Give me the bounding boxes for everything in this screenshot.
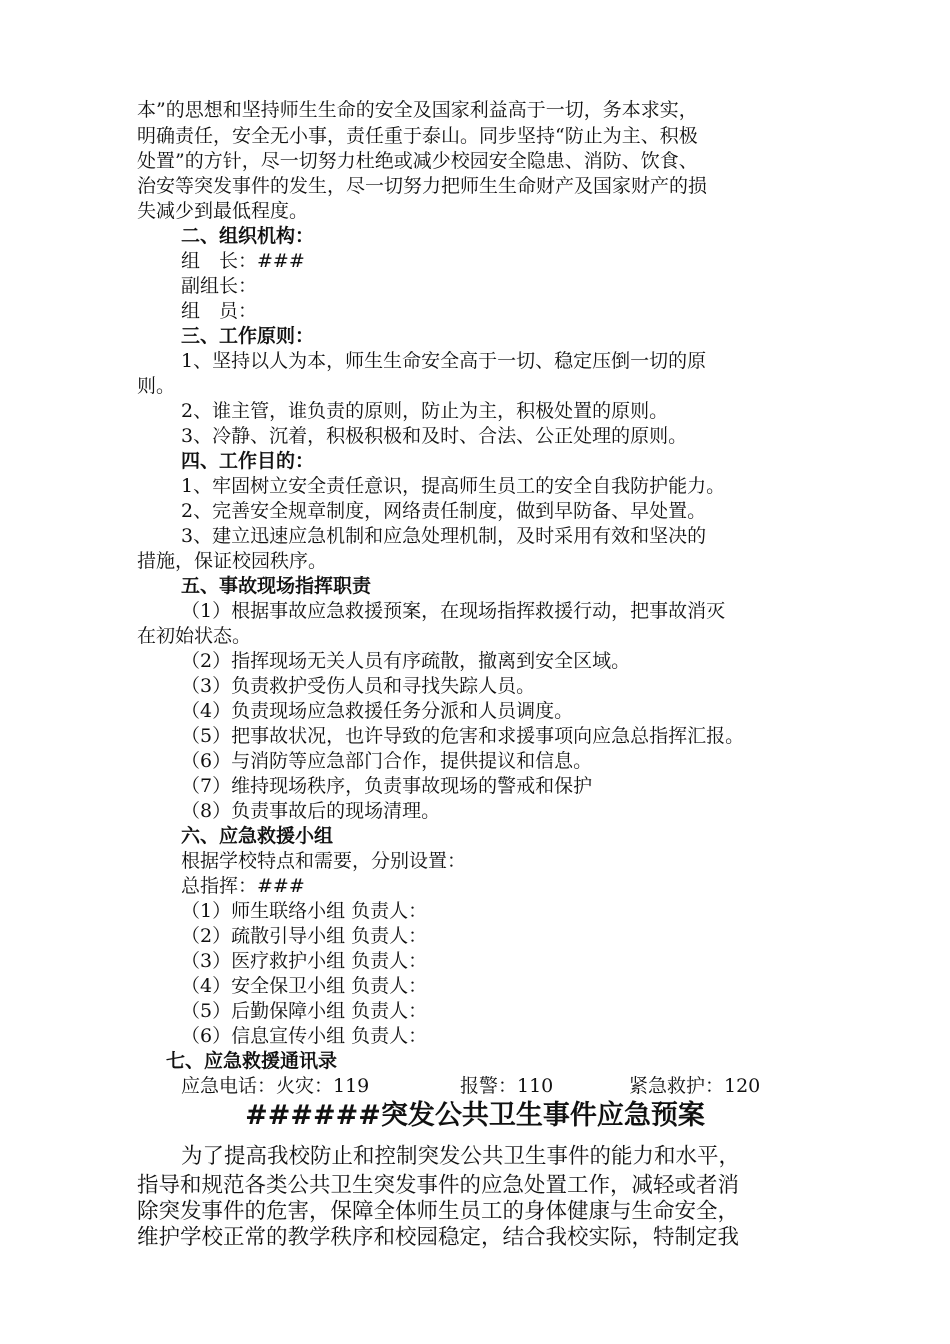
duty-6: （6）与消防等应急部门合作，提供提议和信息。 [181, 750, 593, 772]
health-line-3: 除突发事件的危害，保障全体师生员工的身体健康与生命安全， [137, 1199, 740, 1224]
groups-intro: 根据学校特点和需要，分别设置： [181, 850, 467, 872]
section-title-public-health: ######突发公共卫生事件应急预案 [245, 1100, 705, 1131]
principle-1: 1、坚持以人为本，师生生命安全高于一切、稳定压倒一切的原 [181, 350, 707, 372]
chief-commander: 总指挥：### [181, 875, 305, 897]
duty-1-cont: 在初始状态。 [137, 625, 252, 647]
section-heading-purpose: 四、工作目的： [181, 450, 315, 472]
section-heading-duties: 五、事故现场指挥职责 [181, 575, 372, 597]
duty-4: （4）负责现场应急救援任务分派和人员调度。 [181, 700, 574, 722]
intro-line-1: 本”的思想和坚持师生生命的安全及国家利益高于一切，务本求实， [137, 99, 698, 121]
duty-5: （5）把事故状况，也许导致的危害和求援事项向应急总指挥汇报。 [181, 725, 745, 747]
purpose-3-cont: 措施，保证校园秩序。 [137, 550, 328, 572]
duty-1: （1）根据事故应急救援预案，在现场指挥救援行动，把事故消灭 [181, 600, 726, 622]
purpose-1: 1、牢固树立安全责任意识，提高师生员工的安全自我防护能力。 [181, 475, 726, 497]
duty-8: （8）负责事故后的现场清理。 [181, 800, 441, 822]
group-4: （4）安全保卫小组 负责人： [181, 975, 428, 997]
group-1: （1）师生联络小组 负责人： [181, 900, 428, 922]
group-2: （2）疏散引导小组 负责人： [181, 925, 428, 947]
section-heading-rescue-groups: 六、应急救援小组 [181, 825, 334, 847]
duty-3: （3）负责救护受伤人员和寻找失踪人员。 [181, 675, 536, 697]
duty-7: （7）维持现场秩序，负责事故现场的警戒和保护 [181, 775, 593, 797]
group-6: （6）信息宣传小组 负责人： [181, 1025, 428, 1047]
org-members: 组 员： [181, 300, 258, 322]
intro-line-5: 失减少到最低程度。 [137, 200, 309, 222]
principle-3: 3、冷静、沉着，积极积极和及时、合法、公正处理的原则。 [181, 425, 688, 447]
contact-police: 报警：110 [460, 1075, 554, 1097]
purpose-3: 3、建立迅速应急机制和应急处理机制，及时采用有效和坚决的 [181, 525, 707, 547]
group-5: （5）后勤保障小组 负责人： [181, 1000, 428, 1022]
contact-fire: 应急电话：火灾：119 [181, 1075, 370, 1097]
section-heading-organization: 二、组织机构： [181, 225, 315, 247]
intro-line-2: 明确责任，安全无小事，责任重于泰山。同步坚持“防止为主、积极 [137, 125, 698, 147]
group-3: （3）医疗救护小组 负责人： [181, 950, 428, 972]
duty-2: （2）指挥现场无关人员有序疏散，撤离到安全区域。 [181, 650, 631, 672]
health-line-1: 为了提高我校防止和控制突发公共卫生事件的能力和水平， [181, 1144, 741, 1169]
contact-ambulance: 紧急救护：120 [629, 1075, 761, 1097]
section-heading-principles: 三、工作原则： [181, 325, 315, 347]
purpose-2: 2、完善安全规章制度，网络责任制度，做到早防备、早处置。 [181, 500, 707, 522]
principle-2: 2、谁主管，谁负责的原则，防止为主，积极处置的原则。 [181, 400, 669, 422]
health-line-2: 指导和规范各类公共卫生突发事件的应急处置工作，减轻或者消 [137, 1173, 740, 1198]
org-vice-leader: 副组长： [181, 275, 258, 297]
principle-1-cont: 则。 [137, 375, 176, 397]
section-heading-contacts: 七、应急救援通讯录 [166, 1050, 338, 1072]
intro-line-4: 治安等突发事件的发生，尽一切努力把师生生命财产及国家财产的损 [137, 175, 708, 197]
health-line-4: 维护学校正常的教学秩序和校园稳定，结合我校实际，特制定我 [137, 1225, 740, 1250]
intro-line-3: 处置”的方针，尽一切努力杜绝或减少校园安全隐患、消防、饮食、 [137, 150, 698, 172]
org-leader: 组 长：### [181, 250, 305, 272]
